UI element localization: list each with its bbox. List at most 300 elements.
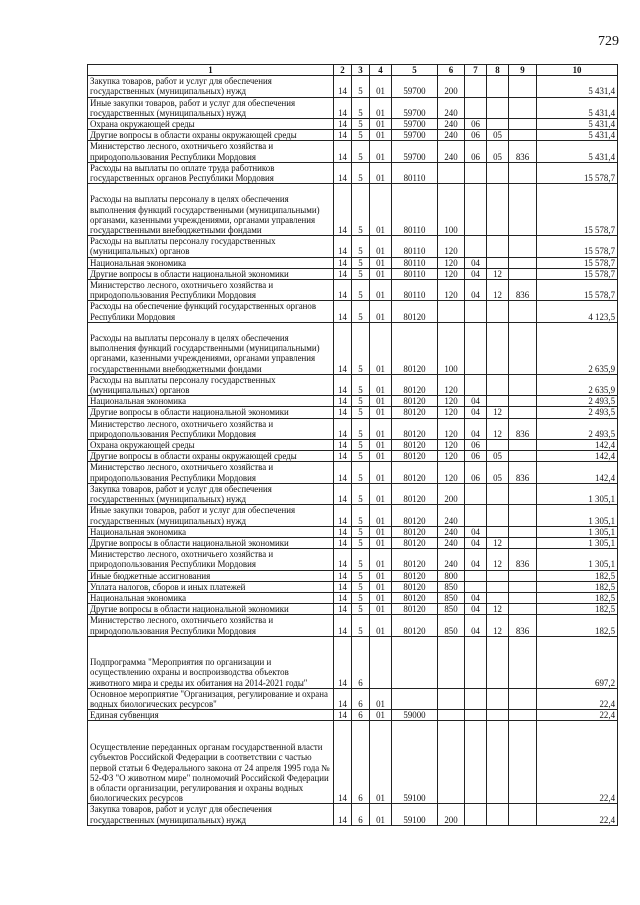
- cell-col2: 14: [334, 615, 352, 636]
- cell-col5: [392, 688, 438, 709]
- cell-amount: 22,4: [537, 688, 618, 709]
- cell-col4: 01: [370, 97, 392, 118]
- cell-amount: 5 431,4: [537, 119, 618, 130]
- column-header: 5: [392, 65, 438, 76]
- cell-col2: 14: [334, 418, 352, 439]
- cell-col7: 04: [465, 526, 487, 537]
- table-row: [88, 688, 618, 709]
- cell-col6: [438, 636, 465, 688]
- cell-col6: 240: [438, 537, 465, 548]
- cell-name: Уплата налогов, сборов и иных платежей: [88, 581, 334, 592]
- cell-col9: [509, 76, 537, 97]
- cell-col6: 200: [438, 483, 465, 504]
- cell-col5: 59000: [392, 710, 438, 721]
- cell-col9: 836: [509, 418, 537, 439]
- table-row: [88, 710, 618, 721]
- cell-col7: [465, 301, 487, 322]
- cell-name: Другие вопросы в области национальной экономики: [88, 268, 334, 279]
- cell-col7: 04: [465, 407, 487, 418]
- cell-col3: 5: [352, 97, 370, 118]
- table-row: [88, 604, 618, 615]
- cell-col7: [465, 97, 487, 118]
- cell-amount: 2 635,9: [537, 374, 618, 395]
- table-row: [88, 451, 618, 462]
- cell-col5: 80120: [392, 549, 438, 570]
- cell-col6: 120: [438, 396, 465, 407]
- cell-amount: 5 431,4: [537, 141, 618, 162]
- cell-col7: 04: [465, 280, 487, 301]
- cell-col4: 01: [370, 407, 392, 418]
- cell-amount: 15 578,7: [537, 162, 618, 183]
- cell-col4: 01: [370, 526, 392, 537]
- column-header: 9: [509, 65, 537, 76]
- cell-col8: [487, 710, 509, 721]
- cell-col8: [487, 119, 509, 130]
- budget-table: [87, 64, 618, 826]
- cell-col4: 01: [370, 721, 392, 804]
- cell-col8: [487, 97, 509, 118]
- cell-col9: [509, 451, 537, 462]
- cell-col3: 5: [352, 418, 370, 439]
- cell-col7: 06: [465, 451, 487, 462]
- cell-col7: [465, 710, 487, 721]
- cell-col3: 5: [352, 570, 370, 581]
- cell-col3: 5: [352, 162, 370, 183]
- cell-col5: 80120: [392, 301, 438, 322]
- cell-col3: 6: [352, 688, 370, 709]
- cell-col7: [465, 721, 487, 804]
- cell-col6: 800: [438, 570, 465, 581]
- cell-col4: 01: [370, 804, 392, 825]
- cell-col8: [487, 184, 509, 236]
- cell-col2: 14: [334, 526, 352, 537]
- table-row: [88, 280, 618, 301]
- cell-col8: [487, 440, 509, 451]
- cell-col3: 6: [352, 710, 370, 721]
- cell-col4: 01: [370, 130, 392, 141]
- cell-col5: 80120: [392, 581, 438, 592]
- table-row: [88, 636, 618, 688]
- cell-col9: [509, 804, 537, 825]
- cell-col7: 04: [465, 268, 487, 279]
- cell-col6: [438, 301, 465, 322]
- cell-name: Основное мероприятие "Организация, регулирование и охрана водных биологических ресурсов": [88, 688, 334, 709]
- cell-col7: [465, 688, 487, 709]
- cell-col3: 5: [352, 440, 370, 451]
- cell-name: Единая субвенция: [88, 710, 334, 721]
- cell-col2: 14: [334, 804, 352, 825]
- cell-col4: 01: [370, 710, 392, 721]
- cell-col9: [509, 721, 537, 804]
- cell-amount: 182,5: [537, 604, 618, 615]
- cell-col4: 01: [370, 280, 392, 301]
- cell-name: Национальная экономика: [88, 526, 334, 537]
- cell-amount: 22,4: [537, 721, 618, 804]
- cell-col8: [487, 257, 509, 268]
- cell-col7: [465, 322, 487, 374]
- cell-col8: 05: [487, 130, 509, 141]
- cell-name: Национальная экономика: [88, 257, 334, 268]
- cell-amount: 1 305,1: [537, 505, 618, 526]
- cell-col4: 01: [370, 505, 392, 526]
- cell-col3: 5: [352, 374, 370, 395]
- cell-col8: [487, 505, 509, 526]
- cell-amount: 1 305,1: [537, 549, 618, 570]
- cell-col5: 59100: [392, 721, 438, 804]
- cell-name: Закупка товаров, работ и услуг для обеспечения государственных (муниципальных) нужд: [88, 804, 334, 825]
- cell-name: Другие вопросы в области национальной экономики: [88, 604, 334, 615]
- cell-col7: 04: [465, 257, 487, 268]
- cell-col8: [487, 636, 509, 688]
- cell-col4: 01: [370, 268, 392, 279]
- table-row: [88, 570, 618, 581]
- cell-col3: 5: [352, 301, 370, 322]
- cell-col7: [465, 374, 487, 395]
- cell-col2: 14: [334, 396, 352, 407]
- cell-col2: 14: [334, 592, 352, 603]
- column-header: 8: [487, 65, 509, 76]
- cell-name: Другие вопросы в области охраны окружающей среды: [88, 130, 334, 141]
- cell-col4: 01: [370, 462, 392, 483]
- cell-col8: [487, 526, 509, 537]
- cell-col5: 80120: [392, 526, 438, 537]
- cell-col8: [487, 396, 509, 407]
- table-row: [88, 322, 618, 374]
- cell-amount: 15 578,7: [537, 257, 618, 268]
- cell-col3: 5: [352, 280, 370, 301]
- cell-col4: 01: [370, 184, 392, 236]
- cell-col5: 59700: [392, 119, 438, 130]
- cell-name: Иные закупки товаров, работ и услуг для обеспечения государственных (муниципальных) нужд: [88, 505, 334, 526]
- cell-col3: 5: [352, 462, 370, 483]
- cell-col2: 14: [334, 97, 352, 118]
- cell-col8: 05: [487, 462, 509, 483]
- cell-col8: [487, 76, 509, 97]
- cell-col3: 5: [352, 526, 370, 537]
- cell-col4: [370, 636, 392, 688]
- cell-name: Министерство лесного, охотничьего хозяйства и природопользования Республики Мордовия: [88, 549, 334, 570]
- table-row: [88, 526, 618, 537]
- cell-name: Осуществление переданных органам государственной власти субъектов Российской Федерации в соответствии с частью первой статьи 6 Федерального закона от 24 апреля 1995 года № 52-ФЗ "О животном мире" полномочий Российской Федерации в области организации, регулирования и охраны водных биологических ресурсов: [88, 721, 334, 804]
- cell-col6: 240: [438, 526, 465, 537]
- cell-col6: 850: [438, 604, 465, 615]
- table-row: [88, 505, 618, 526]
- cell-col7: 04: [465, 615, 487, 636]
- cell-col9: [509, 526, 537, 537]
- cell-col2: 14: [334, 581, 352, 592]
- cell-col4: 01: [370, 592, 392, 603]
- cell-col2: 14: [334, 505, 352, 526]
- cell-col4: 01: [370, 688, 392, 709]
- cell-col9: 836: [509, 462, 537, 483]
- cell-col4: 01: [370, 301, 392, 322]
- cell-col7: [465, 236, 487, 257]
- cell-col6: [438, 710, 465, 721]
- cell-col4: 01: [370, 396, 392, 407]
- cell-col9: [509, 268, 537, 279]
- table-row: [88, 162, 618, 183]
- cell-col7: 04: [465, 592, 487, 603]
- cell-col7: 04: [465, 549, 487, 570]
- cell-col4: 01: [370, 76, 392, 97]
- cell-col2: 14: [334, 604, 352, 615]
- cell-col8: 12: [487, 418, 509, 439]
- cell-name: Другие вопросы в области национальной экономики: [88, 407, 334, 418]
- cell-name: Охрана окружающей среды: [88, 440, 334, 451]
- cell-col5: 80120: [392, 396, 438, 407]
- cell-col6: 200: [438, 804, 465, 825]
- cell-col5: 80110: [392, 184, 438, 236]
- cell-col6: 120: [438, 268, 465, 279]
- cell-col5: 80120: [392, 604, 438, 615]
- cell-col9: [509, 570, 537, 581]
- cell-col7: 04: [465, 396, 487, 407]
- cell-col6: 120: [438, 374, 465, 395]
- cell-col9: [509, 604, 537, 615]
- cell-col6: 850: [438, 592, 465, 603]
- cell-name: Расходы на выплаты персоналу государственных (муниципальных) органов: [88, 236, 334, 257]
- cell-col8: [487, 322, 509, 374]
- cell-col8: [487, 570, 509, 581]
- table-row: [88, 396, 618, 407]
- cell-amount: 2 493,5: [537, 396, 618, 407]
- cell-col9: [509, 322, 537, 374]
- cell-col3: 5: [352, 141, 370, 162]
- cell-name: Национальная экономика: [88, 592, 334, 603]
- cell-amount: 142,4: [537, 440, 618, 451]
- cell-col4: 01: [370, 537, 392, 548]
- cell-col2: 14: [334, 162, 352, 183]
- cell-col7: 06: [465, 141, 487, 162]
- cell-col7: 04: [465, 604, 487, 615]
- cell-col6: 240: [438, 97, 465, 118]
- cell-col5: 80120: [392, 451, 438, 462]
- cell-col3: 5: [352, 615, 370, 636]
- cell-col9: [509, 581, 537, 592]
- cell-col9: 836: [509, 549, 537, 570]
- column-header: 1: [88, 65, 334, 76]
- cell-col8: 12: [487, 615, 509, 636]
- page-number: 729: [598, 34, 619, 49]
- cell-col4: 01: [370, 257, 392, 268]
- table-body: [88, 76, 618, 826]
- cell-col8: [487, 592, 509, 603]
- cell-col9: [509, 505, 537, 526]
- cell-col8: [487, 236, 509, 257]
- cell-amount: 5 431,4: [537, 76, 618, 97]
- cell-col2: 14: [334, 141, 352, 162]
- table-row: [88, 537, 618, 548]
- cell-name: Закупка товаров, работ и услуг для обеспечения государственных (муниципальных) нужд: [88, 483, 334, 504]
- cell-amount: 15 578,7: [537, 184, 618, 236]
- cell-col2: 14: [334, 119, 352, 130]
- cell-col2: 14: [334, 257, 352, 268]
- cell-col4: 01: [370, 615, 392, 636]
- cell-col3: 5: [352, 236, 370, 257]
- column-header: 3: [352, 65, 370, 76]
- cell-amount: 1 305,1: [537, 526, 618, 537]
- cell-col4: 01: [370, 451, 392, 462]
- cell-col8: [487, 721, 509, 804]
- cell-col6: 240: [438, 141, 465, 162]
- cell-col5: [392, 636, 438, 688]
- cell-col8: [487, 374, 509, 395]
- cell-col6: 240: [438, 549, 465, 570]
- cell-col3: 5: [352, 483, 370, 504]
- cell-col9: [509, 119, 537, 130]
- cell-col8: 05: [487, 451, 509, 462]
- cell-col5: 80120: [392, 440, 438, 451]
- cell-col6: 120: [438, 440, 465, 451]
- cell-col6: [438, 721, 465, 804]
- cell-name: Другие вопросы в области национальной экономики: [88, 537, 334, 548]
- table-row: [88, 592, 618, 603]
- cell-col5: 80110: [392, 162, 438, 183]
- cell-amount: 5 431,4: [537, 130, 618, 141]
- cell-col9: [509, 396, 537, 407]
- cell-col8: 05: [487, 141, 509, 162]
- cell-col8: 12: [487, 549, 509, 570]
- cell-amount: 15 578,7: [537, 268, 618, 279]
- cell-col3: 6: [352, 636, 370, 688]
- cell-col2: 14: [334, 76, 352, 97]
- table-row: [88, 301, 618, 322]
- cell-col7: 04: [465, 418, 487, 439]
- cell-col7: [465, 505, 487, 526]
- table-row: [88, 804, 618, 825]
- cell-col4: 01: [370, 418, 392, 439]
- cell-col9: [509, 483, 537, 504]
- cell-col5: 80120: [392, 462, 438, 483]
- column-header: 2: [334, 65, 352, 76]
- cell-col2: 14: [334, 549, 352, 570]
- cell-col5: 59700: [392, 130, 438, 141]
- cell-col5: 80120: [392, 418, 438, 439]
- cell-col8: [487, 581, 509, 592]
- cell-col9: 836: [509, 280, 537, 301]
- cell-col5: 80110: [392, 268, 438, 279]
- cell-col6: 120: [438, 236, 465, 257]
- cell-col4: 01: [370, 141, 392, 162]
- cell-col6: 120: [438, 418, 465, 439]
- cell-col6: [438, 162, 465, 183]
- cell-col2: 14: [334, 462, 352, 483]
- table-row: [88, 440, 618, 451]
- cell-col6: 240: [438, 505, 465, 526]
- cell-amount: 182,5: [537, 581, 618, 592]
- cell-col2: 14: [334, 483, 352, 504]
- cell-col4: 01: [370, 483, 392, 504]
- cell-col9: [509, 257, 537, 268]
- cell-col6: 100: [438, 184, 465, 236]
- cell-amount: 2 493,5: [537, 418, 618, 439]
- table-row: [88, 581, 618, 592]
- cell-col4: 01: [370, 236, 392, 257]
- cell-amount: 22,4: [537, 804, 618, 825]
- cell-col7: [465, 162, 487, 183]
- cell-col7: [465, 570, 487, 581]
- cell-amount: 1 305,1: [537, 483, 618, 504]
- table-row: [88, 236, 618, 257]
- cell-name: Расходы на выплаты персоналу в целях обеспечения выполнения функций государственными (муниципальными) органами, казенными учреждениями, органами управления государственными внебюджетными фондами: [88, 322, 334, 374]
- column-header: 7: [465, 65, 487, 76]
- cell-col2: 14: [334, 570, 352, 581]
- cell-name: Подпрограмма "Мероприятия по организации и осуществлению охраны и воспроизводства объектов животного мира и среды их обитания на 2014-2021 годы": [88, 636, 334, 688]
- table-row: [88, 184, 618, 236]
- cell-col3: 5: [352, 505, 370, 526]
- cell-col5: 80120: [392, 570, 438, 581]
- cell-col9: 836: [509, 141, 537, 162]
- cell-col4: 01: [370, 570, 392, 581]
- cell-col8: [487, 301, 509, 322]
- cell-name: Расходы на выплаты персоналу в целях обеспечения выполнения функций государственными (муниципальными) органами, казенными учреждениями, органами управления государственными внебюджетными фондами: [88, 184, 334, 236]
- cell-col5: 59700: [392, 76, 438, 97]
- column-header: 10: [537, 65, 618, 76]
- cell-col6: 120: [438, 451, 465, 462]
- cell-col3: 5: [352, 130, 370, 141]
- cell-col7: [465, 581, 487, 592]
- cell-amount: 5 431,4: [537, 97, 618, 118]
- cell-col3: 6: [352, 721, 370, 804]
- cell-col2: 14: [334, 636, 352, 688]
- cell-name: Министерство лесного, охотничьего хозяйства и природопользования Республики Мордовия: [88, 615, 334, 636]
- cell-col7: [465, 483, 487, 504]
- table-row: [88, 119, 618, 130]
- cell-col2: 14: [334, 710, 352, 721]
- cell-col6: 850: [438, 581, 465, 592]
- cell-name: Расходы на выплаты персоналу государственных (муниципальных) органов: [88, 374, 334, 395]
- table-row: [88, 268, 618, 279]
- cell-col3: 5: [352, 76, 370, 97]
- cell-col3: 5: [352, 322, 370, 374]
- cell-col7: [465, 636, 487, 688]
- cell-col9: [509, 440, 537, 451]
- cell-col5: 80120: [392, 505, 438, 526]
- cell-col9: [509, 130, 537, 141]
- column-header: 4: [370, 65, 392, 76]
- cell-name: Министерство лесного, охотничьего хозяйства и природопользования Республики Мордовия: [88, 462, 334, 483]
- cell-col6: 120: [438, 280, 465, 301]
- cell-col3: 5: [352, 592, 370, 603]
- cell-col6: 850: [438, 615, 465, 636]
- cell-amount: 1 305,1: [537, 537, 618, 548]
- cell-col5: 80120: [392, 483, 438, 504]
- cell-amount: 182,5: [537, 592, 618, 603]
- cell-col5: 80110: [392, 257, 438, 268]
- table-row: [88, 141, 618, 162]
- cell-col2: 14: [334, 451, 352, 462]
- cell-amount: 15 578,7: [537, 236, 618, 257]
- cell-name: Министерство лесного, охотничьего хозяйства и природопользования Республики Мордовия: [88, 280, 334, 301]
- cell-amount: 142,4: [537, 462, 618, 483]
- cell-col4: 01: [370, 162, 392, 183]
- cell-col9: [509, 636, 537, 688]
- cell-col5: 80120: [392, 322, 438, 374]
- cell-amount: 15 578,7: [537, 280, 618, 301]
- cell-col5: 59700: [392, 141, 438, 162]
- cell-col8: 12: [487, 268, 509, 279]
- cell-col9: [509, 537, 537, 548]
- table-row: [88, 407, 618, 418]
- table-row: [88, 257, 618, 268]
- cell-col3: 5: [352, 537, 370, 548]
- cell-col5: 80120: [392, 374, 438, 395]
- cell-col6: 240: [438, 119, 465, 130]
- cell-name: Другие вопросы в области охраны окружающей среды: [88, 451, 334, 462]
- cell-col9: [509, 236, 537, 257]
- cell-col7: 06: [465, 130, 487, 141]
- cell-col7: [465, 804, 487, 825]
